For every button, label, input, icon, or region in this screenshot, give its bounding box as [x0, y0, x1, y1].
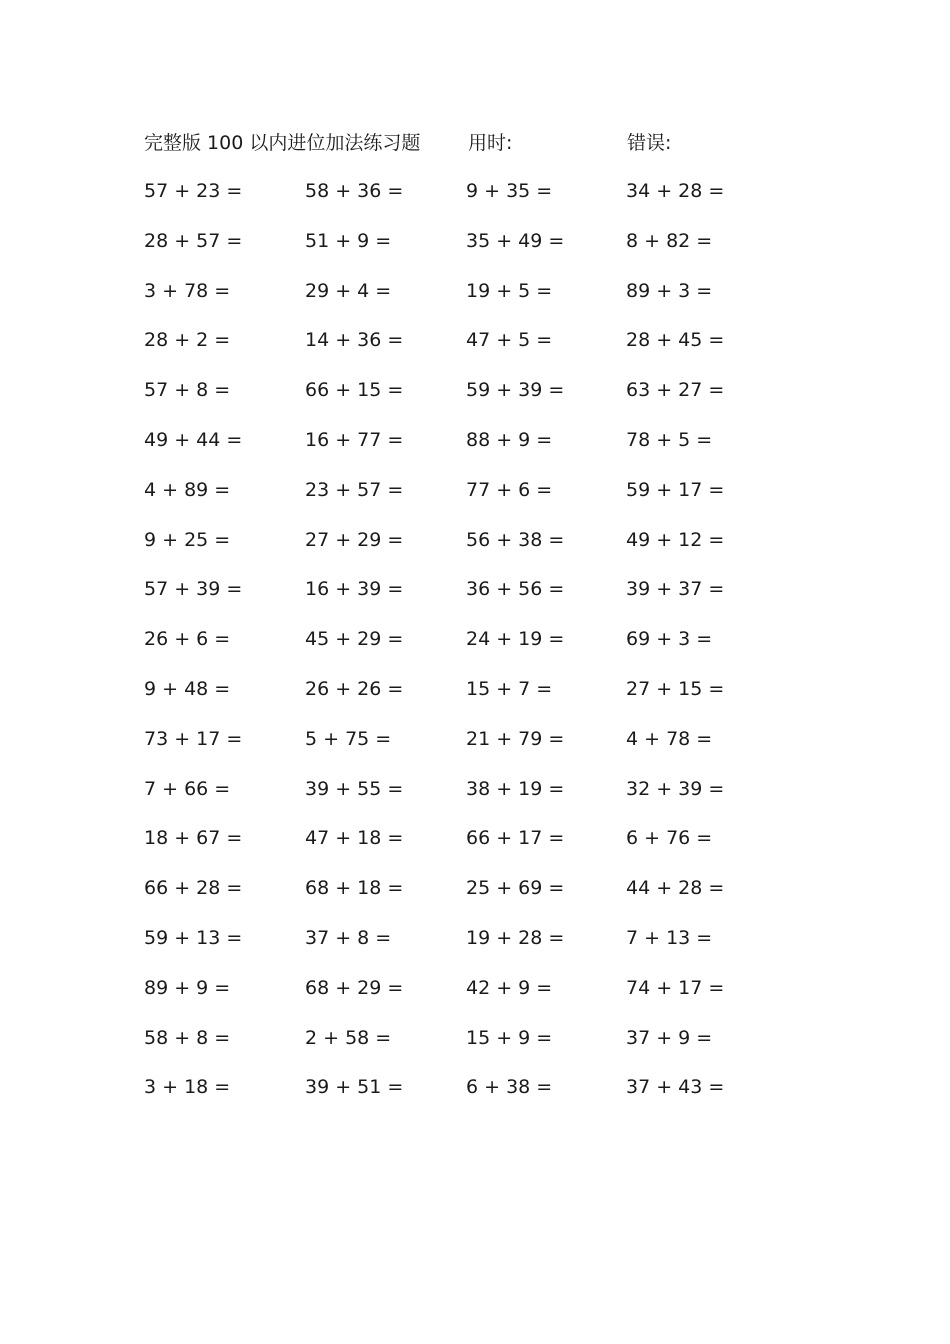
- problem-row: [0, 673, 950, 723]
- problem-row: [0, 872, 950, 922]
- problem-item: 45 + 29 =: [305, 628, 404, 651]
- problem-item: 39 + 51 =: [305, 1076, 404, 1099]
- problem-item: 4 + 78 =: [626, 727, 713, 750]
- problem-item: 77 + 6 =: [466, 478, 553, 501]
- problem-item: 37 + 43 =: [626, 1076, 725, 1099]
- problem-row: [0, 822, 950, 872]
- problem-item: 3 + 18 =: [144, 1076, 231, 1099]
- problem-item: 7 + 13 =: [626, 926, 713, 949]
- problem-item: 9 + 35 =: [466, 180, 553, 202]
- problem-item: 89 + 3 =: [626, 279, 713, 302]
- problem-item: 66 + 28 =: [144, 877, 243, 900]
- problem-row: [0, 225, 950, 275]
- problem-item: 89 + 9 =: [144, 976, 231, 999]
- problem-item: 6 + 38 =: [466, 1076, 553, 1099]
- problem-item: 56 + 38 =: [466, 528, 565, 551]
- problem-item: 49 + 44 =: [144, 428, 243, 451]
- problem-item: 73 + 17 =: [144, 727, 243, 750]
- problem-row: [0, 175, 950, 225]
- problem-row: [0, 1071, 950, 1121]
- problem-item: 32 + 39 =: [626, 777, 725, 800]
- problem-item: 37 + 8 =: [305, 926, 392, 949]
- problem-item: 14 + 36 =: [305, 329, 404, 352]
- problem-item: 34 + 28 =: [626, 180, 725, 202]
- problem-item: 68 + 18 =: [305, 877, 404, 900]
- problem-row: [0, 573, 950, 623]
- problem-row: [0, 374, 950, 424]
- problem-item: 19 + 5 =: [466, 279, 553, 302]
- problem-item: 15 + 7 =: [466, 677, 553, 700]
- problem-item: 26 + 26 =: [305, 677, 404, 700]
- problem-item: 4 + 89 =: [144, 478, 231, 501]
- problem-item: 63 + 27 =: [626, 379, 725, 402]
- problem-item: 2 + 58 =: [305, 1026, 392, 1049]
- problem-item: 6 + 76 =: [626, 827, 713, 850]
- problem-item: 69 + 3 =: [626, 628, 713, 651]
- error-label: 错误:: [627, 132, 672, 154]
- problem-item: 37 + 9 =: [626, 1026, 713, 1049]
- problem-item: 74 + 17 =: [626, 976, 725, 999]
- problem-item: 47 + 18 =: [305, 827, 404, 850]
- problem-item: 39 + 37 =: [626, 578, 725, 601]
- page-title: 完整版 100 以内进位加法练习题: [144, 132, 421, 154]
- problem-row: [0, 474, 950, 524]
- problem-item: 57 + 8 =: [144, 379, 231, 402]
- problem-row: [0, 275, 950, 325]
- problem-row: [0, 623, 950, 673]
- problem-item: 58 + 8 =: [144, 1026, 231, 1049]
- problem-item: 25 + 69 =: [466, 877, 565, 900]
- problem-row: [0, 922, 950, 972]
- problem-item: 8 + 82 =: [626, 229, 713, 252]
- problem-item: 27 + 29 =: [305, 528, 404, 551]
- problem-item: 58 + 36 =: [305, 180, 404, 202]
- problem-grid: [0, 175, 950, 1121]
- problem-item: 15 + 9 =: [466, 1026, 553, 1049]
- problem-row: [0, 424, 950, 474]
- problem-item: 49 + 12 =: [626, 528, 725, 551]
- problem-item: 16 + 39 =: [305, 578, 404, 601]
- problem-item: 88 + 9 =: [466, 428, 553, 451]
- problem-item: 27 + 15 =: [626, 677, 725, 700]
- problem-item: 59 + 39 =: [466, 379, 565, 402]
- problem-row: [0, 524, 950, 574]
- problem-item: 44 + 28 =: [626, 877, 725, 900]
- problem-item: 26 + 6 =: [144, 628, 231, 651]
- problem-item: 28 + 57 =: [144, 229, 243, 252]
- problem-item: 47 + 5 =: [466, 329, 553, 352]
- problem-item: 57 + 23 =: [144, 180, 243, 202]
- problem-item: 21 + 79 =: [466, 727, 565, 750]
- problem-item: 78 + 5 =: [626, 428, 713, 451]
- problem-item: 3 + 78 =: [144, 279, 231, 302]
- problem-item: 9 + 48 =: [144, 677, 231, 700]
- problem-item: 59 + 13 =: [144, 926, 243, 949]
- problem-item: 35 + 49 =: [466, 229, 565, 252]
- problem-item: 18 + 67 =: [144, 827, 243, 850]
- problem-item: 5 + 75 =: [305, 727, 392, 750]
- problem-item: 51 + 9 =: [305, 229, 392, 252]
- problem-item: 23 + 57 =: [305, 478, 404, 501]
- worksheet-header: [0, 128, 950, 158]
- problem-item: 28 + 45 =: [626, 329, 725, 352]
- problem-item: 42 + 9 =: [466, 976, 553, 999]
- problem-item: 29 + 4 =: [305, 279, 392, 302]
- problem-item: 24 + 19 =: [466, 628, 565, 651]
- problem-row: [0, 324, 950, 374]
- problem-row: [0, 1022, 950, 1072]
- problem-item: 28 + 2 =: [144, 329, 231, 352]
- problem-row: [0, 773, 950, 823]
- problem-item: 59 + 17 =: [626, 478, 725, 501]
- problem-item: 7 + 66 =: [144, 777, 231, 800]
- problem-item: 68 + 29 =: [305, 976, 404, 999]
- problem-row: [0, 972, 950, 1022]
- problem-item: 19 + 28 =: [466, 926, 565, 949]
- problem-row: [0, 723, 950, 773]
- problem-item: 39 + 55 =: [305, 777, 404, 800]
- problem-item: 16 + 77 =: [305, 428, 404, 451]
- problem-item: 38 + 19 =: [466, 777, 565, 800]
- problem-item: 66 + 17 =: [466, 827, 565, 850]
- problem-item: 57 + 39 =: [144, 578, 243, 601]
- problem-item: 66 + 15 =: [305, 379, 404, 402]
- problem-item: 36 + 56 =: [466, 578, 565, 601]
- problem-item: 9 + 25 =: [144, 528, 231, 551]
- time-label: 用时:: [468, 132, 513, 154]
